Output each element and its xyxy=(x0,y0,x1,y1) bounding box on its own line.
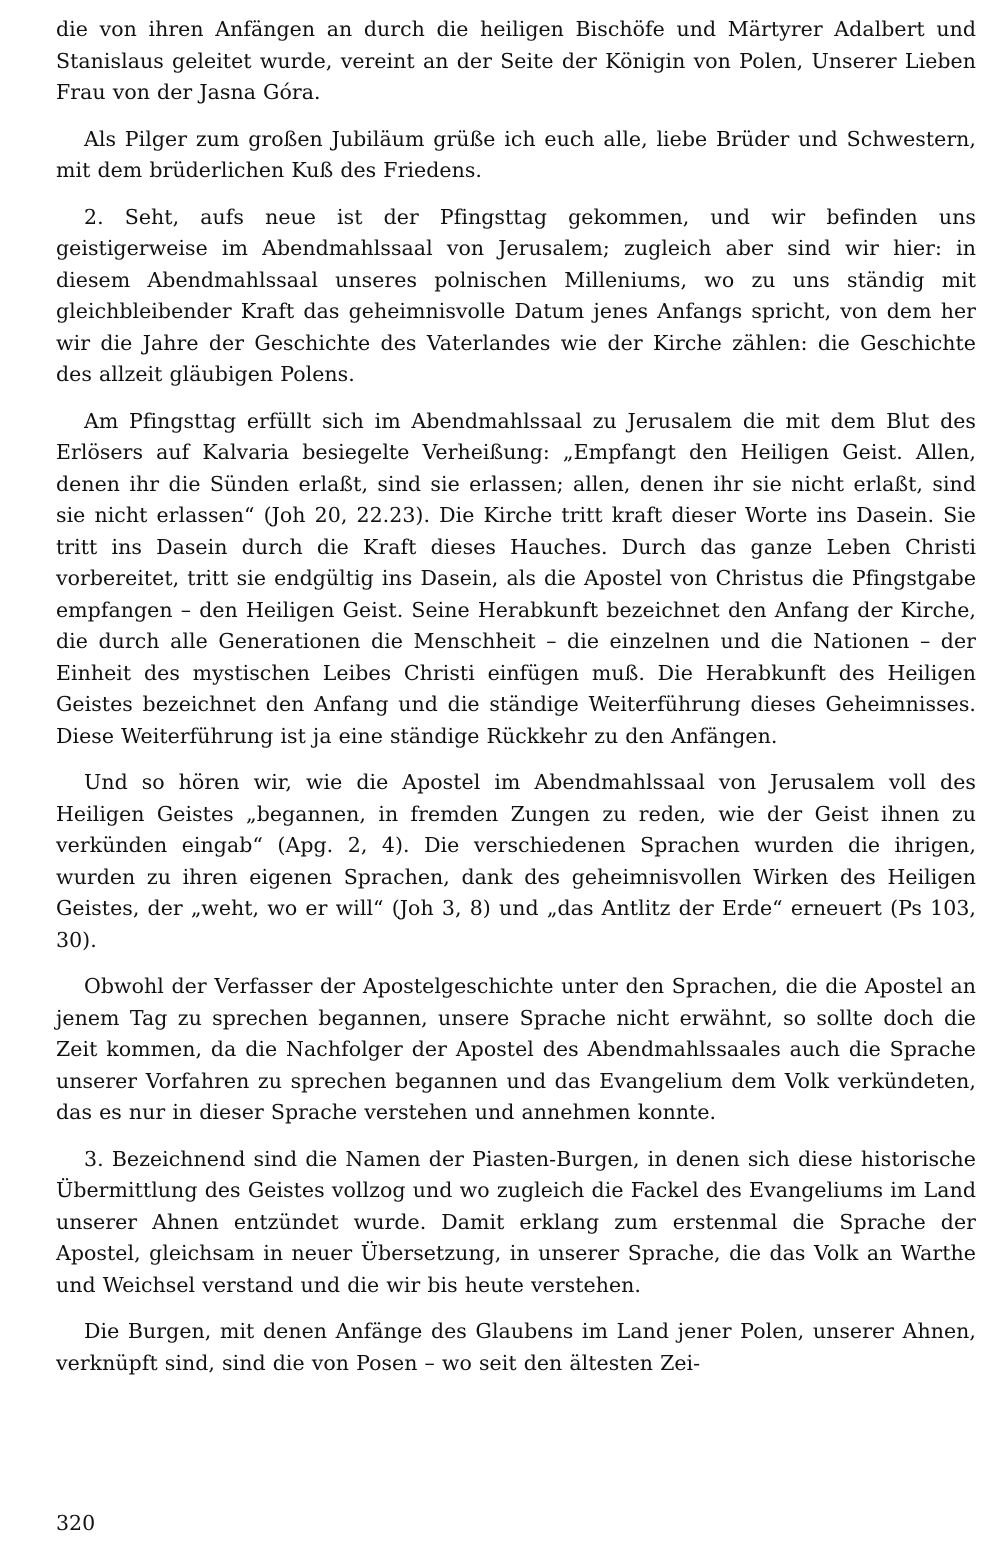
paragraph-gap xyxy=(56,391,976,406)
paragraph-gap xyxy=(56,187,976,202)
paragraph-6: Obwohl der Verfasser der Apostelgeschichte unter den Sprachen, die die Apostel an jenem Tag zu sprechen begannen, unsere Sprache nicht erwähnt, so sollte doch die Zeit kommen, da die Nachfolger der Apostel des Abendmahlssaales auch die Sprache unserer Vorfahren zu sprechen begannen und das Evangelium dem Volk verkündeten, das es nur in dieser Sprache verstehen und annehmen konnte. xyxy=(56,974,976,1124)
paragraph-8: Die Burgen, mit denen Anfänge des Glaubens im Land jener Polen, unserer Ahnen, verknüpft sind, sind die von Posen – wo seit den ältesten Zei- xyxy=(56,1319,976,1375)
paragraph-gap xyxy=(56,109,976,124)
paragraph-5: Und so hören wir, wie die Apostel im Abendmahlssaal von Jerusalem voll des Heiligen Geistes „begannen, in fremden Zungen zu reden, wie der Geist ihnen zu verkünden eingab“ (Apg. 2, 4). Die verschiedenen Sprachen wurden die ihrigen, wurden zu ihren eigenen Sprachen, dank des geheimnisvollen Wirken des Heiligen Geistes, der „weht, wo er will“ (Joh 3, 8) und „das Antlitz der Erde“ erneuert (Ps 103, 30). xyxy=(56,770,976,952)
page-number: 320 xyxy=(56,1511,96,1535)
paragraph-gap xyxy=(56,1129,976,1144)
paragraph-1: die von ihren Anfängen an durch die heiligen Bischöfe und Märtyrer Adalbert und Stanislaus geleitet wurde, vereint an der Seite der Königin von Polen, Unserer Lieben Frau von der Jasna Góra. xyxy=(56,17,976,104)
paragraph-7: 3. Bezeichnend sind die Namen der Piasten-Burgen, in denen sich diese historische Übermittlung des Geistes vollzog und wo zugleich die Fackel des Evangeliums im Land unserer Ahnen entzündet wurde. Damit erklang zum erstenmal die Sprache der Apostel, gleichsam in neuer Übersetzung, in unserer Sprache, die das Volk an Warthe und Weichsel verstand und die wir bis heute verstehen. xyxy=(56,1146,976,1297)
paragraph-4: Am Pfingsttag erfüllt sich im Abendmahlssaal zu Jerusalem die mit dem Blut des Erlösers auf Kalvaria besiegelte Verheißung: „Empfangt den Heiligen Geist. Allen, denen ihr die Sünden erlaßt, sind sie erlassen; allen, denen ihr sie nicht erlaßt, sind sie nicht erlassen“ (Joh 20, 22.23). Die Kirche tritt kraft dieser Worte ins Dasein. Sie tritt ins Dasein durch die Kraft dieses Hauches. Durch das ganze Leben Christi vorbereitet, tritt sie endgültig ins Dasein, als die Apostel von Christus die Pfingstgabe empfangen – den Heiligen Geist. Seine Herabkunft bezeichnet den Anfang der Kirche, die durch alle Generationen die Menschheit – die einzelnen und die Nationen – der Einheit des mystischen Leibes Christi einfügen muß. Die Herabkunft des Heiligen Geistes bezeichnet den Anfang und die ständige Weiterführung dieses Geheimnisses. Diese Weiterführung ist ja eine ständige Rückkehr zu den Anfängen. xyxy=(56,408,976,748)
paragraph-3: 2. Seht, aufs neue ist der Pfingsttag gekommen, und wir befinden uns geistigerweise im Abendmahlssaal von Jerusalem; zugleich aber sind wir hier: in diesem Abendmahlssaal unseres polnischen Milleniums, wo zu uns ständig mit gleichbleibender Kraft das geheimnisvolle Datum jenes Anfangs spricht, von dem her wir die Jahre der Geschichte des Vaterlandes wie der Kirche zählen: die Geschichte des allzeit gläubigen Polens. xyxy=(56,204,976,386)
paragraph-gap xyxy=(56,956,976,971)
paragraph-gap xyxy=(56,752,976,767)
paragraph-2: Als Pilger zum großen Jubiläum grüße ich euch alle, liebe Brüder und Schwestern, mit dem brüderlichen Kuß des Friedens. xyxy=(56,126,976,182)
page-body xyxy=(56,14,976,1379)
paragraph-gap xyxy=(56,1301,976,1316)
